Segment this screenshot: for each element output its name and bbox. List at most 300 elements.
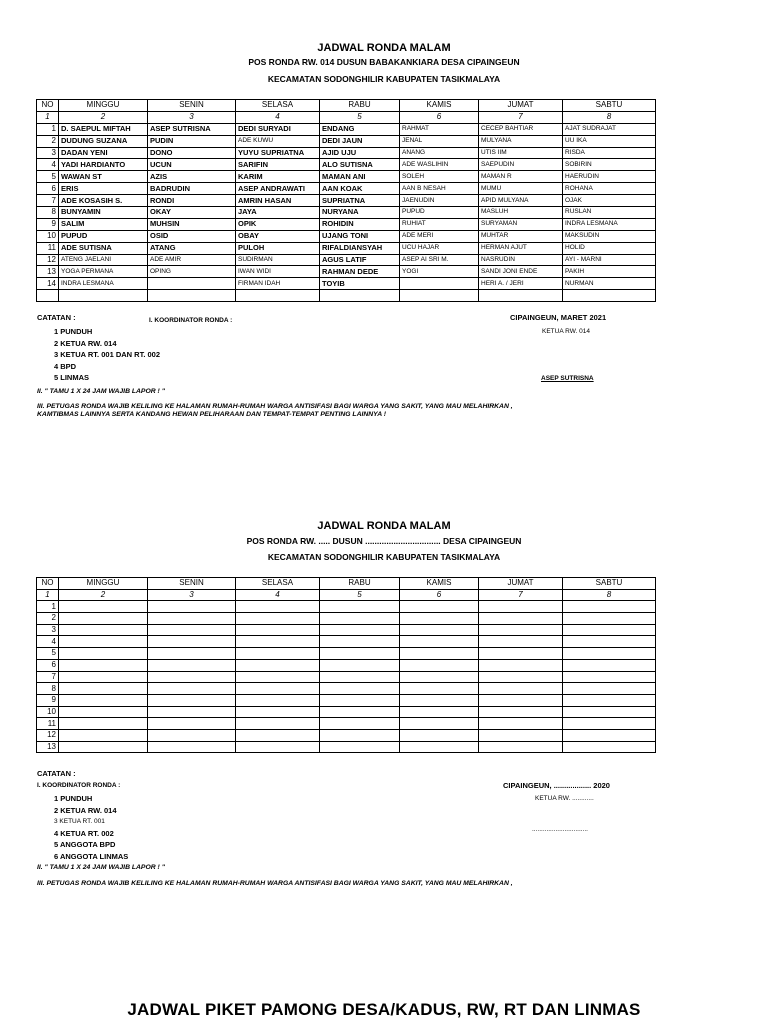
- table-cell: [236, 659, 320, 671]
- table-cell: AMRIN HASAN: [236, 195, 320, 207]
- row-number: 9: [37, 694, 59, 706]
- table-cell: [320, 706, 400, 718]
- table-cell: DONO: [148, 147, 236, 159]
- table-cell: HAERUDIN: [563, 171, 656, 183]
- table-cell: ROHANA: [563, 183, 656, 195]
- table-cell: [236, 741, 320, 753]
- table-cell: UJANG TONI: [320, 230, 400, 242]
- table-cell: [236, 694, 320, 706]
- table-cell: OBAY: [236, 230, 320, 242]
- column-index: 2: [59, 111, 148, 123]
- table-cell: [563, 636, 656, 648]
- table-cell: [320, 636, 400, 648]
- row-number: 3: [37, 147, 59, 159]
- column-header: SELASA: [236, 100, 320, 112]
- table-cell: MAMAN ANI: [320, 171, 400, 183]
- table-cell: [59, 694, 148, 706]
- table-cell: [320, 601, 400, 613]
- table-cell: [236, 601, 320, 613]
- table-cell: [563, 741, 656, 753]
- doc2-subtitle: POS RONDA RW. ..... DUSUN ................................ DESA CIPAINGEUN: [246, 536, 522, 546]
- table-cell: [479, 741, 563, 753]
- table-cell: [320, 671, 400, 683]
- table-cell: PAKIH: [563, 266, 656, 278]
- column-index: 1: [37, 111, 59, 123]
- table-cell: ANANG: [400, 147, 479, 159]
- table-row: [37, 718, 656, 730]
- table-cell: [236, 729, 320, 741]
- doc1-place-date: CIPAINGEUN, MARET 2021: [510, 313, 607, 322]
- table-cell: [236, 671, 320, 683]
- table-cell: DEDI JAUN: [320, 135, 400, 147]
- table-cell: [563, 694, 656, 706]
- column-index: 2: [59, 589, 148, 601]
- table-cell: SARIFIN: [236, 159, 320, 171]
- bottom-heading: JADWAL PIKET PAMONG DESA/KADUS, RW, RT DAN LINMAS: [127, 1000, 641, 1019]
- table-cell: MUMU: [479, 183, 563, 195]
- table-cell: [563, 659, 656, 671]
- table-cell: [563, 613, 656, 625]
- table-cell: JAYA: [236, 207, 320, 219]
- table-row: [37, 123, 656, 135]
- table-cell: MAKSUDIN: [563, 230, 656, 242]
- table-row: [37, 171, 656, 183]
- table-cell: [479, 613, 563, 625]
- column-header: SENIN: [148, 100, 236, 112]
- table-row: [37, 648, 656, 660]
- table-row: [37, 659, 656, 671]
- table-cell: [236, 648, 320, 660]
- table-cell: [400, 729, 479, 741]
- table-cell: MULYANA: [479, 135, 563, 147]
- doc1-title: JADWAL RONDA MALAM: [317, 42, 451, 54]
- table-cell: YADI HARDIANTO: [59, 159, 148, 171]
- table-cell: AAN KOAK: [320, 183, 400, 195]
- table-cell: RISDA: [563, 147, 656, 159]
- table-cell: [400, 601, 479, 613]
- table-row: [37, 706, 656, 718]
- table-cell: [479, 290, 563, 302]
- table-cell: ADE KUWU: [236, 135, 320, 147]
- table-cell: [59, 718, 148, 730]
- table-cell: [148, 706, 236, 718]
- table-cell: RAHMAN DEDE: [320, 266, 400, 278]
- table-cell: [400, 683, 479, 695]
- table-cell: AGUS LATIF: [320, 254, 400, 266]
- table-cell: DADAN YENI: [59, 147, 148, 159]
- row-number: 12: [37, 254, 59, 266]
- table-cell: YOGA PERMANA: [59, 266, 148, 278]
- table-cell: SUDIRMAN: [236, 254, 320, 266]
- table-cell: [563, 648, 656, 660]
- doc1-koordinator-list: [54, 326, 160, 384]
- row-number: 13: [37, 741, 59, 753]
- table-cell: [563, 718, 656, 730]
- table-row: [37, 254, 656, 266]
- table-cell: [148, 683, 236, 695]
- table-cell: NASRUDIN: [479, 254, 563, 266]
- table-cell: [148, 718, 236, 730]
- table-cell: [400, 659, 479, 671]
- doc2-list-item: 2 KETUA RW. 014: [54, 805, 117, 815]
- table-cell: [563, 729, 656, 741]
- doc1-note-3a: III. PETUGAS RONDA WAJIB KELILING KE HALAMAN RUMAH-RUMAH WARGA ANTISIFASI BAGI WARGA YANG SAKIT, YANG MAU MELAHIRKAN ,: [37, 403, 513, 410]
- row-number: 3: [37, 624, 59, 636]
- table-cell: [59, 290, 148, 302]
- column-header: NO: [37, 100, 59, 112]
- doc1-signer: ASEP SUTRISNA: [541, 375, 594, 382]
- table-cell: [563, 671, 656, 683]
- column-header: JUMAT: [479, 100, 563, 112]
- table-row: [37, 147, 656, 159]
- table-row: [37, 613, 656, 625]
- table-cell: [479, 624, 563, 636]
- doc2-schedule-table: [36, 577, 656, 753]
- table-cell: [236, 683, 320, 695]
- doc1-list-item: 2 KETUA RW. 014: [54, 338, 117, 348]
- table-cell: INDRA LESMANA: [563, 218, 656, 230]
- table-cell: [563, 624, 656, 636]
- table-cell: [59, 648, 148, 660]
- table-cell: [236, 290, 320, 302]
- table-cell: AJID UJU: [320, 147, 400, 159]
- table-row: [37, 741, 656, 753]
- row-number: 5: [37, 648, 59, 660]
- doc1-list-item: 4 BPD: [54, 361, 77, 371]
- column-header: RABU: [320, 100, 400, 112]
- row-number: 8: [37, 207, 59, 219]
- table-cell: [236, 718, 320, 730]
- table-cell: BADRUDIN: [148, 183, 236, 195]
- doc2-place-date: CIPAINGEUN, .................. 2020: [503, 781, 610, 790]
- row-number: 5: [37, 171, 59, 183]
- column-index: 3: [148, 111, 236, 123]
- table-cell: [400, 706, 479, 718]
- table-cell: UCUN: [148, 159, 236, 171]
- doc2-note-3a: III. PETUGAS RONDA WAJIB KELILING KE HALAMAN RUMAH-RUMAH WARGA ANTISIFASI BAGI WARGA YANG SAKIT, YANG MAU MELAHIRKAN ,: [37, 880, 513, 887]
- table-cell: [148, 613, 236, 625]
- row-number: 4: [37, 636, 59, 648]
- column-header: NO: [37, 578, 59, 590]
- table-cell: PUDIN: [148, 135, 236, 147]
- table-cell: [320, 729, 400, 741]
- table-cell: OPIK: [236, 218, 320, 230]
- table-cell: ERIS: [59, 183, 148, 195]
- table-cell: ATANG: [148, 242, 236, 254]
- table-cell: [400, 636, 479, 648]
- row-number: 4: [37, 159, 59, 171]
- table-cell: ADE AMIR: [148, 254, 236, 266]
- table-cell: SOBIRIN: [563, 159, 656, 171]
- table-cell: SALIM: [59, 218, 148, 230]
- table-cell: [400, 613, 479, 625]
- table-cell: SAEPUDIN: [479, 159, 563, 171]
- table-cell: [236, 636, 320, 648]
- table-cell: [148, 671, 236, 683]
- doc1-note-2: II. " TAMU 1 X 24 JAM WAJIB LAPOR ! ": [37, 388, 165, 395]
- table-cell: OPING: [148, 266, 236, 278]
- column-index: 4: [236, 111, 320, 123]
- column-header: MINGGU: [59, 578, 148, 590]
- table-cell: AAN B NESAH: [400, 183, 479, 195]
- table-cell: [59, 636, 148, 648]
- table-cell: D. SAEPUL MIFTAH: [59, 123, 148, 135]
- table-cell: [148, 694, 236, 706]
- table-row: [37, 135, 656, 147]
- doc2-list-item: 3 KETUA RT. 001: [54, 818, 105, 826]
- table-cell: MAMAN R: [479, 171, 563, 183]
- row-number: 11: [37, 718, 59, 730]
- table-cell: [479, 648, 563, 660]
- table-cell: [320, 694, 400, 706]
- table-cell: ADE WASLIHIN: [400, 159, 479, 171]
- table-row: [37, 159, 656, 171]
- table-cell: HOLID: [563, 242, 656, 254]
- table-row: [37, 601, 656, 613]
- table-row: [37, 671, 656, 683]
- table-row: [37, 683, 656, 695]
- table-row: [37, 694, 656, 706]
- table-cell: UU IKA: [563, 135, 656, 147]
- table-cell: OSID: [148, 230, 236, 242]
- doc1-list-item: 3 KETUA RT. 001 DAN RT. 002: [54, 350, 161, 360]
- doc1-list-item: 5 LINMAS: [54, 373, 90, 383]
- table-cell: ASEP ANDRAWATI: [236, 183, 320, 195]
- table-cell: [479, 729, 563, 741]
- table-cell: NURYANA: [320, 207, 400, 219]
- table-cell: [148, 741, 236, 753]
- table-cell: UCU HAJAR: [400, 242, 479, 254]
- table-cell: [320, 741, 400, 753]
- table-cell: [400, 718, 479, 730]
- table-cell: RAHMAT: [400, 123, 479, 135]
- table-cell: AZIS: [148, 171, 236, 183]
- doc1-koordinator: I. KOORDINATOR RONDA :: [149, 317, 233, 324]
- table-row: [37, 266, 656, 278]
- table-cell: [400, 741, 479, 753]
- table-cell: ATENG JAELANI: [59, 254, 148, 266]
- row-number: 10: [37, 230, 59, 242]
- table-row: [37, 218, 656, 230]
- table-cell: APID MULYANA: [479, 195, 563, 207]
- table-cell: [320, 648, 400, 660]
- column-header: KAMIS: [400, 100, 479, 112]
- row-number: 2: [37, 613, 59, 625]
- column-index: 3: [148, 589, 236, 601]
- table-cell: [148, 290, 236, 302]
- column-header: SABTU: [563, 578, 656, 590]
- doc2-signer: ...............................: [532, 826, 588, 833]
- table-cell: [59, 671, 148, 683]
- doc1-schedule-table: [36, 99, 656, 302]
- doc2-koordinator: I. KOORDINATOR RONDA :: [37, 782, 121, 789]
- table-cell: [320, 659, 400, 671]
- table-cell: RONDI: [148, 195, 236, 207]
- table-cell: ADE SUTISNA: [59, 242, 148, 254]
- table-cell: [320, 683, 400, 695]
- table-row: [37, 207, 656, 219]
- table-cell: WAWAN ST: [59, 171, 148, 183]
- table-cell: YUYU SUPRIATNA: [236, 147, 320, 159]
- table-cell: [479, 718, 563, 730]
- doc1-subtitle: POS RONDA RW. 014 DUSUN BABAKANKIARA DESA CIPAINGEUN: [248, 57, 520, 67]
- table-cell: [59, 613, 148, 625]
- table-cell: [59, 601, 148, 613]
- row-number: 12: [37, 729, 59, 741]
- column-header: KAMIS: [400, 578, 479, 590]
- table-cell: ASEP SUTRISNA: [148, 123, 236, 135]
- table-cell: [59, 729, 148, 741]
- table-cell: [400, 671, 479, 683]
- table-cell: AYI - MARNI: [563, 254, 656, 266]
- table-cell: [236, 613, 320, 625]
- table-cell: KARIM: [236, 171, 320, 183]
- table-cell: BUNYAMIN: [59, 207, 148, 219]
- table-cell: RIFALDIANSYAH: [320, 242, 400, 254]
- table-cell: SURYAMAN: [479, 218, 563, 230]
- doc2-list-item: 6 ANGGOTA LINMAS: [54, 851, 129, 861]
- table-cell: ADE MERI: [400, 230, 479, 242]
- column-header: SENIN: [148, 578, 236, 590]
- table-cell: [479, 636, 563, 648]
- table-cell: MASLUH: [479, 207, 563, 219]
- doc1-subtitle2: KECAMATAN SODONGHILIR KABUPATEN TASIKMALAYA: [267, 74, 501, 84]
- table-cell: IWAN WIDI: [236, 266, 320, 278]
- row-number: 6: [37, 183, 59, 195]
- column-header: JUMAT: [479, 578, 563, 590]
- table-cell: SANDI JONI ENDE: [479, 266, 563, 278]
- table-row: [37, 183, 656, 195]
- table-row: [37, 729, 656, 741]
- table-cell: JAENUDIN: [400, 195, 479, 207]
- table-cell: [59, 659, 148, 671]
- row-number: 7: [37, 195, 59, 207]
- table-cell: NURMAN: [563, 278, 656, 290]
- table-cell: PUPUD: [400, 207, 479, 219]
- doc2-list-item: 5 ANGGOTA BPD: [54, 840, 116, 850]
- doc1-ketua-label: KETUA RW. 014: [542, 328, 590, 335]
- doc1-note-3b: KAMTIBMAS LAINNYA SERTA KANDANG HEWAN PELIHARAAN DAN TEMPAT-TEMPAT PENTING LAINNYA !: [37, 411, 387, 418]
- row-number: 1: [37, 123, 59, 135]
- column-index: 5: [320, 589, 400, 601]
- table-cell: [148, 278, 236, 290]
- doc2-note-2: II. " TAMU 1 X 24 JAM WAJIB LAPOR ! ": [37, 864, 165, 871]
- doc2-ketua-label: KETUA RW. ............: [535, 795, 594, 802]
- table-cell: [148, 648, 236, 660]
- table-cell: [563, 706, 656, 718]
- row-number: 1: [37, 601, 59, 613]
- column-index: 4: [236, 589, 320, 601]
- table-cell: ADE KOSASIH S.: [59, 195, 148, 207]
- table-cell: SUPRIATNA: [320, 195, 400, 207]
- row-number: [37, 290, 59, 302]
- table-cell: SOLEH: [400, 171, 479, 183]
- table-row: [37, 230, 656, 242]
- table-cell: [400, 290, 479, 302]
- table-cell: DUDUNG SUZANA: [59, 135, 148, 147]
- table-cell: [479, 694, 563, 706]
- table-cell: HERMAN AJUT: [479, 242, 563, 254]
- table-cell: ALO SUTISNA: [320, 159, 400, 171]
- table-cell: UTIS IIM: [479, 147, 563, 159]
- table-cell: [479, 601, 563, 613]
- table-cell: [320, 613, 400, 625]
- table-cell: [479, 683, 563, 695]
- table-cell: [148, 636, 236, 648]
- table-cell: AJAT SUDRAJAT: [563, 123, 656, 135]
- table-cell: [479, 671, 563, 683]
- table-row: [37, 290, 656, 302]
- table-row: [37, 195, 656, 207]
- column-index: 6: [400, 111, 479, 123]
- table-cell: TOYIB: [320, 278, 400, 290]
- table-cell: DEDI SURYADI: [236, 123, 320, 135]
- table-cell: [148, 601, 236, 613]
- table-cell: PUPUD: [59, 230, 148, 242]
- column-index: 7: [479, 111, 563, 123]
- table-cell: RUSLAN: [563, 207, 656, 219]
- column-header: RABU: [320, 578, 400, 590]
- doc2-subtitle2: KECAMATAN SODONGHILIR KABUPATEN TASIKMALAYA: [267, 552, 501, 562]
- table-cell: [400, 694, 479, 706]
- table-cell: CECEP BAHTIAR: [479, 123, 563, 135]
- column-header: MINGGU: [59, 100, 148, 112]
- row-number: 9: [37, 218, 59, 230]
- column-index: 1: [37, 589, 59, 601]
- doc2-koordinator-list: [54, 793, 128, 863]
- doc2-list-item: 1 PUNDUH: [54, 794, 93, 803]
- table-cell: HERI A. / JERI: [479, 278, 563, 290]
- doc2-catatan: CATATAN :: [37, 769, 76, 778]
- table-cell: JENAL: [400, 135, 479, 147]
- column-index: 5: [320, 111, 400, 123]
- column-index: 8: [563, 111, 656, 123]
- table-cell: [148, 659, 236, 671]
- table-cell: [148, 624, 236, 636]
- table-row: [37, 278, 656, 290]
- column-index: 8: [563, 589, 656, 601]
- table-cell: ASEP AI SRI M.: [400, 254, 479, 266]
- doc1-list-item: 1 PUNDUH: [54, 327, 93, 336]
- table-cell: [320, 290, 400, 302]
- doc1-catatan: CATATAN :: [37, 313, 76, 322]
- doc2-list-item: 4 KETUA RT. 002: [54, 828, 114, 838]
- table-row: [37, 636, 656, 648]
- table-cell: [236, 706, 320, 718]
- table-cell: [563, 601, 656, 613]
- row-number: 14: [37, 278, 59, 290]
- table-cell: OJAK: [563, 195, 656, 207]
- row-number: 8: [37, 683, 59, 695]
- column-header: SELASA: [236, 578, 320, 590]
- table-cell: YOGI: [400, 266, 479, 278]
- table-cell: [236, 624, 320, 636]
- table-cell: [479, 659, 563, 671]
- column-index: 7: [479, 589, 563, 601]
- table-cell: ROHIDIN: [320, 218, 400, 230]
- doc2-title: JADWAL RONDA MALAM: [317, 520, 451, 532]
- table-cell: [59, 741, 148, 753]
- row-number: 7: [37, 671, 59, 683]
- table-cell: [148, 729, 236, 741]
- table-cell: [563, 683, 656, 695]
- table-cell: [400, 624, 479, 636]
- column-index: 6: [400, 589, 479, 601]
- row-number: 10: [37, 706, 59, 718]
- row-number: 11: [37, 242, 59, 254]
- table-cell: MUHSIN: [148, 218, 236, 230]
- table-cell: RUHIAT: [400, 218, 479, 230]
